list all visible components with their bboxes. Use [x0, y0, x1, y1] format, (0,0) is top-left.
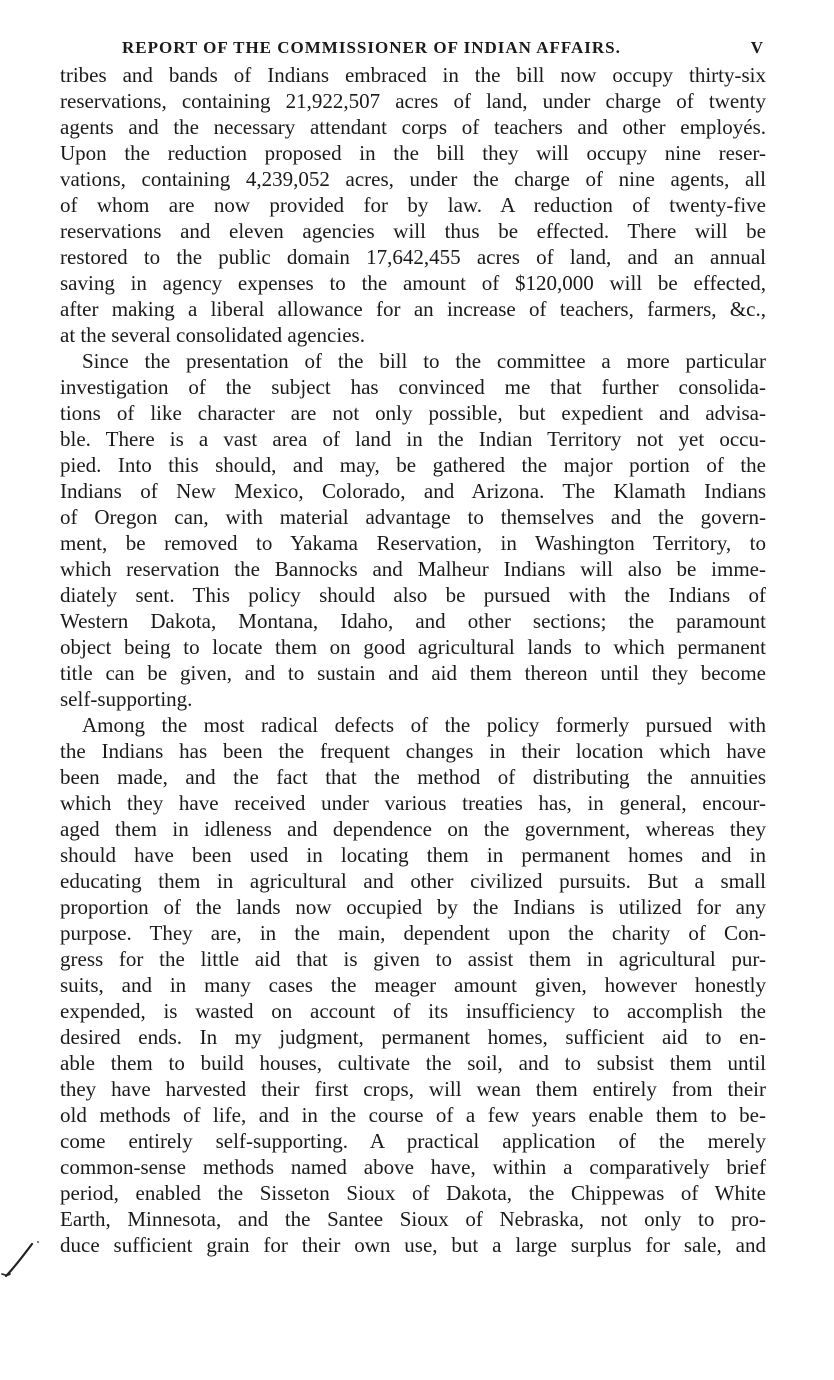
paragraph-2: [60, 348, 766, 712]
text-line: title can be given, and to sustain and aid them thereon until they become: [60, 661, 766, 685]
text-line: Since the presentation of the bill to the committee a more particular: [82, 349, 766, 373]
text-line: tribes and bands of Indians embraced in the bill now occupy thirty-six: [60, 63, 766, 87]
margin-pencil-mark-icon: [0, 1236, 44, 1280]
text-line: which they have received under various treaties has, in general, encour-: [60, 791, 766, 815]
text-line: the Indians has been the frequent changes in their location which have: [60, 739, 766, 763]
report-page: [60, 28, 766, 1258]
text-line: proportion of the lands now occupied by the Indians is utilized for any: [60, 895, 766, 919]
text-line: diately sent. This policy should also be pursued with the Indians of: [60, 583, 766, 607]
running-header: [60, 28, 766, 62]
text-line: been made, and the fact that the method of distributing the annuities: [60, 765, 766, 789]
text-line: educating them in agricultural and other civilized pursuits. But a small: [60, 869, 766, 893]
text-line: pied. Into this should, and may, be gathered the major portion of the: [60, 453, 766, 477]
text-line: suits, and in many cases the meager amount given, however honestly: [60, 973, 766, 997]
text-line: of whom are now provided for by law. A reduction of twenty-five: [60, 193, 766, 217]
paragraph-1: [60, 62, 766, 348]
text-line: desired ends. In my judgment, permanent homes, sufficient aid to en-: [60, 1025, 766, 1049]
text-line: period, enabled the Sisseton Sioux of Dakota, the Chippewas of White: [60, 1181, 766, 1205]
text-line: saving in agency expenses to the amount of $120,000 will be effected,: [60, 271, 766, 295]
text-line: after making a liberal allowance for an increase of teachers, farmers, &c.,: [60, 297, 766, 321]
text-line: agents and the necessary attendant corps of teachers and other employés.: [60, 115, 766, 139]
text-line: Earth, Minnesota, and the Santee Sioux of Nebraska, not only to pro-: [60, 1207, 766, 1231]
body-text: [60, 62, 766, 1258]
text-line: purpose. They are, in the main, dependent upon the charity of Con-: [60, 921, 766, 945]
text-line: of Oregon can, with material advantage to themselves and the govern-: [60, 505, 766, 529]
text-line: ble. There is a vast area of land in the Indian Territory not yet occu-: [60, 427, 766, 451]
text-line: tions of like character are not only possible, but expedient and advisa-: [60, 401, 766, 425]
text-line: expended, is wasted on account of its insufficiency to accomplish the: [60, 999, 766, 1023]
text-line: restored to the public domain 17,642,455 acres of land, and an annual: [60, 245, 766, 269]
text-line: Western Dakota, Montana, Idaho, and other sections; the paramount: [60, 609, 766, 633]
paragraph-3: [60, 712, 766, 1258]
text-line: reservations and eleven agencies will thus be effected. There will be: [60, 219, 766, 243]
text-line: come entirely self-supporting. A practical application of the merely: [60, 1129, 766, 1153]
text-line: gress for the little aid that is given to assist them in agricultural pur-: [60, 947, 766, 971]
text-line: at the several consolidated agencies.: [60, 323, 365, 347]
text-line: object being to locate them on good agricultural lands to which permanent: [60, 635, 766, 659]
text-line: reservations, containing 21,922,507 acres of land, under charge of twenty: [60, 89, 766, 113]
text-line: Upon the reduction proposed in the bill they will occupy nine reser-: [60, 141, 766, 165]
text-line: old methods of life, and in the course of a few years enable them to be-: [60, 1103, 766, 1127]
text-line: duce sufficient grain for their own use, but a large surplus for sale, and: [60, 1233, 766, 1257]
text-line: should have been used in locating them in permanent homes and in: [60, 843, 766, 867]
text-line: aged them in idleness and dependence on the government, whereas they: [60, 817, 766, 841]
text-line: Indians of New Mexico, Colorado, and Arizona. The Klamath Indians: [60, 479, 766, 503]
text-line: common-sense methods named above have, within a comparatively brief: [60, 1155, 766, 1179]
text-line: which reservation the Bannocks and Malheur Indians will also be imme-: [60, 557, 766, 581]
text-line: able them to build houses, cultivate the soil, and to subsist them until: [60, 1051, 766, 1075]
running-header-title: REPORT OF THE COMMISSIONER OF INDIAN AFFAIRS.: [122, 38, 621, 57]
text-line: they have harvested their first crops, will wean them entirely from their: [60, 1077, 766, 1101]
text-line: investigation of the subject has convinced me that further consolida-: [60, 375, 766, 399]
text-line: self-supporting.: [60, 687, 193, 711]
text-line: Among the most radical defects of the policy formerly pursued with: [82, 713, 766, 737]
page-number: V: [750, 38, 764, 57]
text-line: vations, containing 4,239,052 acres, under the charge of nine agents, all: [60, 167, 766, 191]
text-line: ment, be removed to Yakama Reservation, in Washington Territory, to: [60, 531, 766, 555]
